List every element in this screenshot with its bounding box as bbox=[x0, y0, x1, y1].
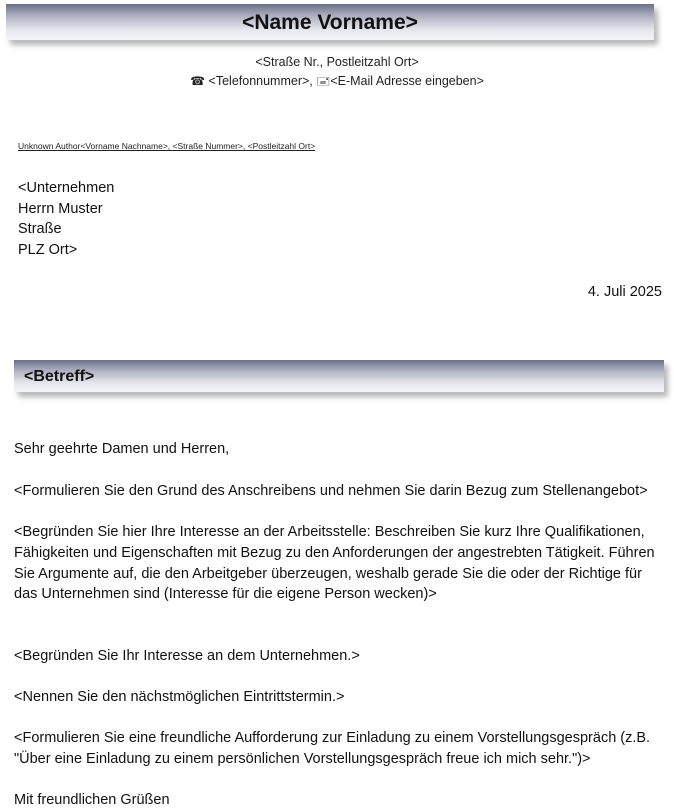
paragraph-reason[interactable]: <Formulieren Sie den Grund des Anschreibens und nehmen Sie darin Bezug zum Stellenangebot> bbox=[14, 483, 648, 499]
paragraph-company-interest[interactable]: <Begründen Sie Ihr Interesse an dem Unternehmen.> bbox=[14, 648, 360, 664]
recipient-line-street[interactable]: Straße bbox=[18, 221, 62, 237]
closing-phrase[interactable]: Mit freundlichen Grüßen bbox=[14, 792, 170, 808]
name-header-band bbox=[6, 4, 654, 40]
contact-line bbox=[0, 72, 674, 93]
applicant-name[interactable]: <Name Vorname> bbox=[242, 11, 418, 34]
paragraph-interview-request[interactable]: <Formulieren Sie eine freundliche Aufforderung zur Einladung zu einem Vorstellungsgespräch (z.B. "Über eine Einladung zu einem persönlichen Vorstellungsgespräch freue ich mich sehr.")> bbox=[14, 730, 651, 767]
paragraph-start-date[interactable]: <Nennen Sie den nächstmöglichen Eintrittstermin.> bbox=[14, 689, 345, 705]
subject-band bbox=[14, 360, 664, 392]
letter-date[interactable]: 4. Juli 2025 bbox=[587, 284, 662, 300]
phone-icon: ☎ bbox=[190, 74, 206, 88]
recipient-line-company[interactable]: <Unternehmen bbox=[18, 180, 115, 196]
email-address[interactable]: <E-Mail Adresse eingeben> bbox=[330, 74, 484, 88]
subject-title[interactable]: <Betreff> bbox=[24, 368, 95, 385]
sender-return-line[interactable]: Unknown Author<Vorname Nachname>, <Straße Nummer>, <Postleitzahl Ort> bbox=[18, 141, 316, 151]
recipient-address bbox=[18, 178, 114, 260]
paragraph-qualifications[interactable]: <Begründen Sie hier Ihre Interesse an der Arbeitsstelle: Beschreiben Sie kurz Ihre Qualifikationen, Fähigkeiten und Eigenschaften mit Bezug zu den Anforderungen der angestrebten Tätigkeit. Führen Sie Argumente auf, die den Arbeitgeber überzeugen, weshalb gerade Sie die oder der Richtige für das Unternehmen sind (Interesse für die eigene Person wecken)> bbox=[14, 524, 655, 603]
applicant-address[interactable]: <Straße Nr., Postleitzahl Ort> bbox=[255, 55, 419, 69]
email-icon: 🖃 bbox=[316, 74, 331, 88]
recipient-line-contact[interactable]: Herrn Muster bbox=[18, 200, 103, 217]
recipient-line-city[interactable]: PLZ Ort> bbox=[18, 241, 78, 258]
phone-number[interactable]: <Telefonnummer>, bbox=[208, 74, 313, 88]
salutation[interactable]: Sehr geehrte Damen und Herren, bbox=[14, 441, 230, 457]
